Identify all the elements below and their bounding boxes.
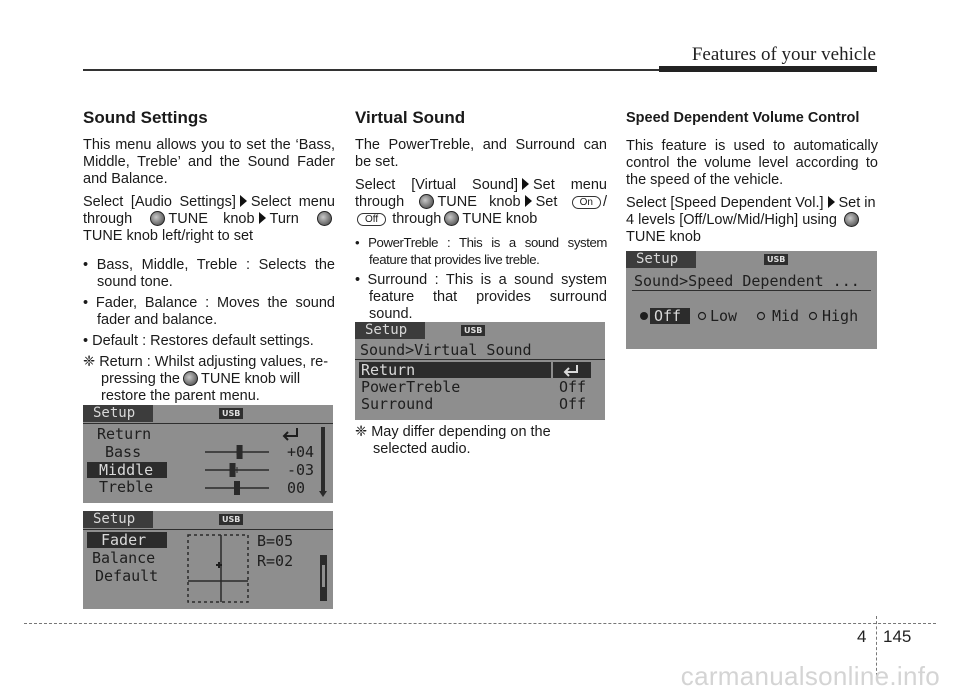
arrow-right-icon	[240, 195, 247, 207]
off-badge: Off	[357, 213, 386, 226]
set-menu-text: Set menu through	[355, 177, 607, 210]
menu-item-default: Default	[95, 567, 159, 585]
screen-title: Sound>Speed Dependent ...	[634, 272, 860, 290]
option-low: Low	[710, 307, 738, 325]
select-audio-settings-text: Select [Audio Settings]	[83, 194, 236, 210]
watermark: carmanualsonline.info	[680, 661, 940, 689]
tune-knob-text: TUNE knob	[168, 211, 255, 227]
menu-item-middle-selected: Middle	[87, 462, 167, 478]
return-button	[553, 362, 591, 378]
menu-item-balance: Balance	[92, 549, 156, 567]
setup-tab: Setup	[83, 511, 153, 528]
page-number: 145	[883, 627, 912, 646]
turn-tail-text: TUNE knob left/right to set	[83, 228, 254, 244]
arrow-right-icon	[525, 195, 532, 207]
bullet-default: • Default : Restores default settings.	[83, 333, 314, 349]
header-rule-accent	[659, 66, 877, 72]
tune-knob-icon	[444, 211, 459, 226]
column-virtual-sound	[355, 108, 607, 327]
radio-selected-icon	[640, 312, 648, 320]
sound-settings-instructions	[83, 194, 335, 245]
setup-tab: Setup	[355, 322, 425, 339]
speed-dependent-intro: This feature is used to automatically control the volume level according to the speed of the vehicle.	[626, 138, 878, 188]
tune-knob-icon	[419, 194, 434, 209]
tune-knob-icon	[150, 211, 165, 226]
treble-value: 00	[287, 479, 306, 497]
select-virtual-sound-text: Select [Virtual Sound]	[355, 177, 519, 193]
arrow-right-icon	[259, 212, 266, 224]
tune-knob-text: TUNE knob	[437, 194, 521, 210]
slider-handle	[231, 464, 235, 476]
set-levels-text: Set in 4 levels [Off/Low/Mid/High] using	[626, 195, 876, 228]
arrow-right-icon	[828, 196, 835, 208]
note-return-text-b: TUNE knob will restore the parent menu.	[101, 371, 301, 404]
tune-knob-icon	[317, 211, 332, 226]
running-header-title: Features of your vehicle	[691, 44, 876, 65]
middle-value: -03	[287, 461, 315, 479]
heading-speed-dependent: Speed Dependent Volume Control	[626, 110, 860, 126]
bullet-powertreble: • PowerTreble : This is a sound system feature that provides live treble.	[355, 235, 607, 267]
select-menu-text: Select menu through	[83, 194, 335, 227]
virtual-sound-instructions	[355, 177, 607, 228]
tune-knob-icon	[844, 212, 859, 227]
note-return	[83, 354, 335, 405]
bass-value: +04	[287, 443, 315, 461]
speed-dependent-instructions	[626, 195, 878, 246]
radio-icon	[699, 313, 706, 320]
slash-text: /	[602, 194, 607, 210]
footer-rule	[24, 623, 936, 624]
section-number: 4	[857, 627, 867, 646]
sound-settings-intro: This menu allows you to set the ‘Bass, Middle, Treble’ and the Sound Fader and Balance.	[83, 137, 335, 187]
select-speed-text: Select [Speed Dependent Vol.]	[626, 195, 824, 211]
return-arrow-icon	[553, 362, 591, 378]
column-sound-settings	[83, 108, 335, 409]
fader-value: B=05	[257, 532, 294, 550]
heading-sound-settings: Sound Settings	[83, 108, 208, 127]
setup-tab: Setup	[83, 405, 153, 422]
usb-badge: USB	[764, 254, 788, 265]
note-return-text-a: Return : Whilst adjusting values, re-pressing the	[99, 354, 329, 387]
scrollbar	[319, 427, 327, 497]
screen-speed-dependent	[626, 251, 877, 349]
menu-item-fader-selected: Fader	[87, 532, 167, 548]
on-badge: On	[572, 196, 601, 209]
slider-handle	[235, 482, 239, 494]
option-high: High	[822, 307, 859, 325]
radio-icon	[810, 313, 817, 320]
fader-grid	[83, 511, 333, 609]
menu-item-treble: Treble	[99, 478, 154, 496]
menu-item-powertreble: PowerTreble	[361, 378, 461, 396]
column-virtual-sound-note	[355, 424, 607, 462]
turn-text: Turn	[269, 211, 299, 227]
option-off-selected: Off	[650, 308, 690, 324]
tune-knob-text: TUNE knob	[626, 229, 701, 245]
arrow-right-icon	[522, 178, 529, 190]
note-differ-text: May differ depending on the selected audio.	[371, 424, 551, 457]
heading-virtual-sound: Virtual Sound	[355, 108, 466, 127]
screen-divider	[355, 359, 605, 360]
powertreble-value: Off	[559, 378, 587, 396]
column-speed-dependent	[626, 108, 878, 252]
set-text: Set	[535, 194, 558, 210]
screen-title: Sound>Virtual Sound	[360, 341, 532, 359]
surround-value: Off	[559, 395, 587, 413]
bullet-tone: • Bass, Middle, Treble : Selects the sound tone.	[83, 257, 335, 290]
usb-badge: USB	[219, 408, 243, 419]
menu-item-return: Return	[97, 425, 152, 443]
option-mid: Mid	[772, 307, 800, 325]
setup-tab: Setup	[626, 251, 696, 268]
virtual-sound-intro: The PowerTreble, and Surround can be set.	[355, 137, 607, 170]
tune-knob-text: TUNE knob	[462, 211, 538, 227]
note-differ	[355, 424, 607, 458]
bullet-surround: • Surround : This is a sound system feature that provides surround sound.	[355, 272, 607, 322]
note-mark: ❈	[83, 354, 96, 370]
menu-item-bass: Bass	[105, 443, 142, 461]
screen-fader-balance	[83, 511, 333, 609]
menu-item-surround: Surround	[361, 395, 434, 413]
balance-value: R=02	[257, 552, 294, 570]
return-arrow-icon	[284, 428, 297, 440]
screen-virtual-sound	[355, 322, 605, 420]
option-radios	[626, 251, 877, 349]
bullet-fader: • Fader, Balance : Moves the sound fader and balance.	[83, 295, 335, 328]
menu-item-return-selected: Return	[359, 362, 551, 378]
usb-badge: USB	[219, 514, 243, 525]
through-text: through	[392, 211, 442, 227]
tune-knob-icon	[183, 371, 198, 386]
note-mark: ❈	[355, 424, 368, 440]
radio-icon	[758, 313, 765, 320]
screen-tone-settings	[83, 405, 333, 503]
slider-handle	[238, 446, 242, 458]
usb-badge: USB	[461, 325, 485, 336]
